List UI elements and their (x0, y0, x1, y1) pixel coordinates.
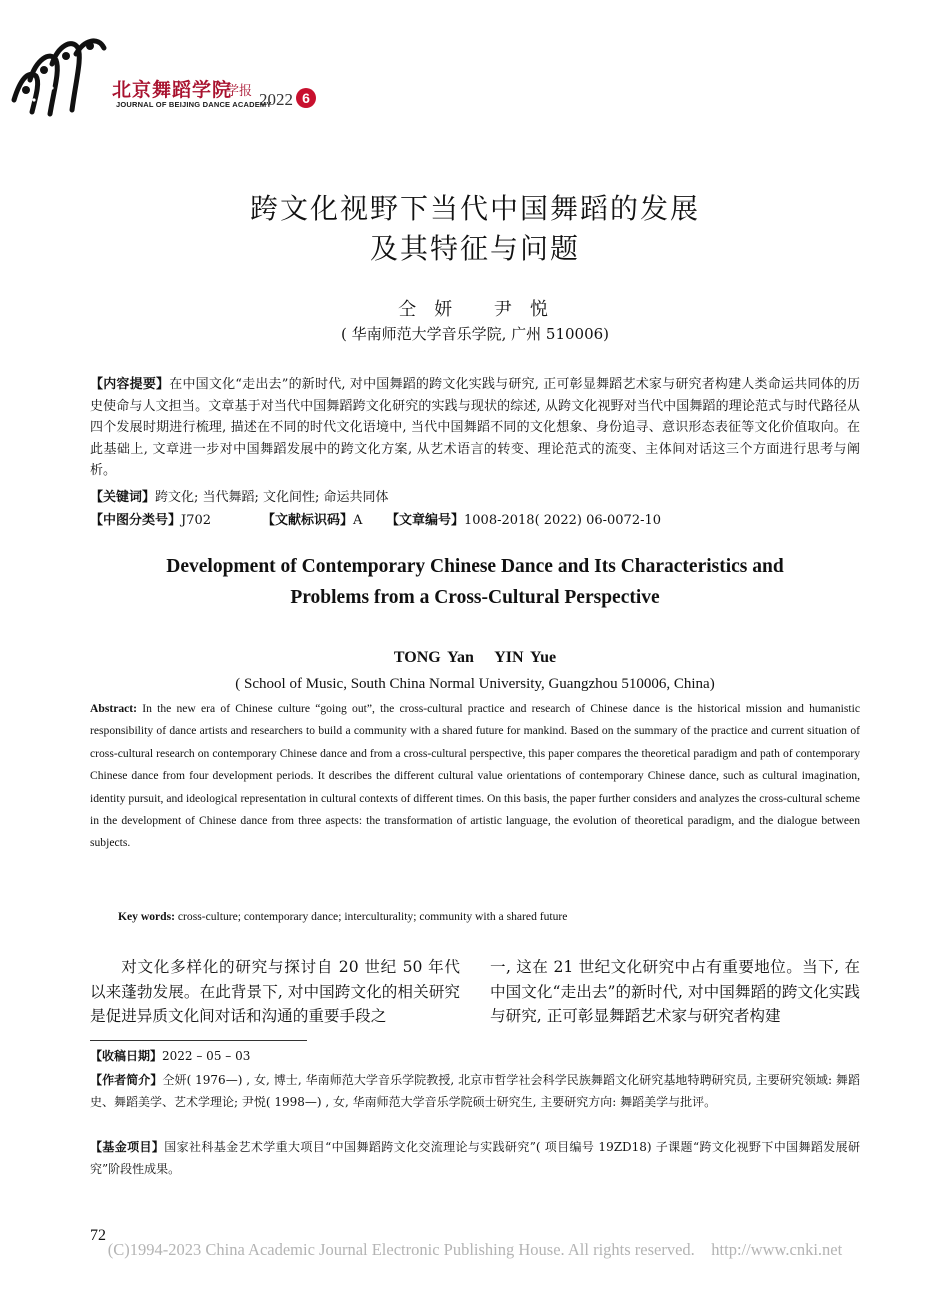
dancers-logo-icon (6, 30, 110, 122)
keywords-en-text: cross-culture; contemporary dance; interculturality; community with a shared future (175, 910, 568, 923)
journal-header (0, 0, 950, 130)
funding-label: 【基金项目】 (90, 1140, 165, 1154)
doc-code-value: A (353, 513, 363, 528)
body-right-column (490, 955, 860, 1029)
authors-en: TONG Yan YIN Yue (393, 649, 557, 666)
clc-value: J702 (181, 513, 212, 528)
body-left-text: 对文化多样化的研究与探讨自 20 世纪 50 年代以来蓬勃发展。在此背景下, 对中国跨文化的相关研究是促进异质文化间对话和沟通的重要手段之 (90, 958, 460, 1025)
title-cn-line1: 跨文化视野下当代中国舞蹈的发展 (249, 192, 700, 225)
authors-cn: 仝妍 尹悦 (398, 299, 566, 320)
author-bio-value: 仝妍( 1976—) , 女, 博士, 华南师范大学音乐学院教授, 北京市哲学社会科学民族舞蹈文化研究基地特聘研究员, 主要研究领域: 舞蹈史、舞蹈美学、艺术学理论; 尹悦( 1998—) , 女, 华南师范大学音乐学院硕士研究生, 主要研究方向: 舞蹈美学与批评。 (90, 1073, 860, 1110)
footnote-funding (90, 1136, 860, 1181)
article-number-value: 1008-2018( 2022) 06-0072-10 (464, 513, 662, 528)
abstract-en (90, 698, 860, 855)
article-number-label: 【文章编号】 (386, 513, 465, 528)
received-label: 【收稿日期】 (90, 1049, 163, 1063)
classification-row (90, 510, 860, 531)
clc-label: 【中图分类号】 (90, 513, 182, 528)
doc-code-label: 【文献标识码】 (262, 513, 354, 528)
affiliation-cn: ( 华南师范大学音乐学院, 广州 510006) (340, 325, 610, 343)
title-en-line2: Problems from a Cross-Cultural Perspective (290, 587, 660, 608)
keywords-en (118, 906, 858, 928)
footnote-divider (90, 1040, 307, 1041)
footnote-received-date (90, 1045, 860, 1067)
keywords-cn (90, 487, 860, 509)
affiliation-en: ( School of Music, South China Normal University, Guangzhou 510006, China) (235, 676, 715, 692)
journal-year: 2022 (259, 90, 293, 109)
title-en-line1: Development of Contemporary Chinese Dance and Its Characteristics and (166, 556, 784, 577)
abstract-en-text: In the new era of Chinese culture “going out”, the cross-cultural practice and research of Chinese dance is the historical mission and humanistic responsibility of dance artists and researchers to build a community with a shared future for mankind. Based on the summary of the practice and current situation of cross-cultural research on contemporary Chinese dance and from a cross-cultural perspective, this paper compares the theoretical paradigm and path of contemporary Chinese dance from four development periods. It describes the different cultural value orientations of contemporary Chinese dance, such as cultural imagination, identity pursuit, and ideological representation in cultural contexts of different times. On this basis, the paper further considers and analyzes the cross-cultural scheme in the development of Chinese dance from three aspects: the transformation of artistic language, the evolution of theoretical paradigm, and the dialogue between subjects. (90, 702, 860, 850)
abstract-en-label: Abstract: (90, 702, 138, 715)
keywords-cn-label: 【关键词】 (90, 490, 156, 505)
issue-badge: 6 (296, 88, 316, 108)
received-value: 2022 – 05 – 03 (162, 1049, 251, 1063)
abstract-cn-text: 在中国文化“走出去”的新时代, 对中国舞蹈的跨文化实践与研究, 正可彰显舞蹈艺术家与研究者构建人类命运共同体的历史使命与人文担当。文章基于对当代中国舞蹈跨文化研究的实践与现状的综述, 从跨文化视野对当代中国舞蹈的理论范式与时代路径从四个发展时期进行梳理, 描述在不同的时代文化语境中, 当代中国舞蹈不同的文化想象、身份追寻、意识形态表征等文化价值取向。在此基础上, 文章进一步对中国舞蹈发展中的跨文化方案, 从艺术语言的转变、理论范式的流变、主体间对话这三个方面进行思考与阐析。 (90, 377, 860, 479)
footnote-author-bio (90, 1069, 860, 1114)
journal-name-cn-suffix: 学报 (226, 84, 253, 99)
journal-name-cn: 北京舞蹈学院 (112, 79, 233, 101)
copyright-watermark: (C)1994-2023 China Academic Journal Electronic Publishing House. All rights reserved. http://www.cnki.net (107, 1240, 843, 1259)
page-number: 72 (90, 1227, 106, 1244)
title-cn-line2: 及其特征与问题 (369, 232, 580, 265)
keywords-en-label: Key words: (118, 910, 175, 923)
author-bio-label: 【作者简介】 (90, 1073, 163, 1087)
journal-name-en: JOURNAL OF BEIJING DANCE ACADEMY (116, 100, 272, 109)
abstract-cn-label: 【内容提要】 (90, 377, 170, 392)
body-right-text: 一, 这在 21 世纪文化研究中占有重要地位。当下, 在中国文化“走出去”的新时代, 对中国舞蹈的跨文化实践与研究, 正可彰显舞蹈艺术家与研究者构建 (490, 958, 860, 1025)
body-left-column (90, 955, 460, 1029)
abstract-cn (90, 374, 860, 482)
keywords-cn-text: 跨文化; 当代舞蹈; 文化间性; 命运共同体 (155, 490, 389, 505)
funding-value: 国家社科基金艺术学重大项目“中国舞蹈跨文化交流理论与实践研究”( 项目编号 19ZD18) 子课题“跨文化视野下中国舞蹈发展研究”阶段性成果。 (90, 1140, 860, 1177)
